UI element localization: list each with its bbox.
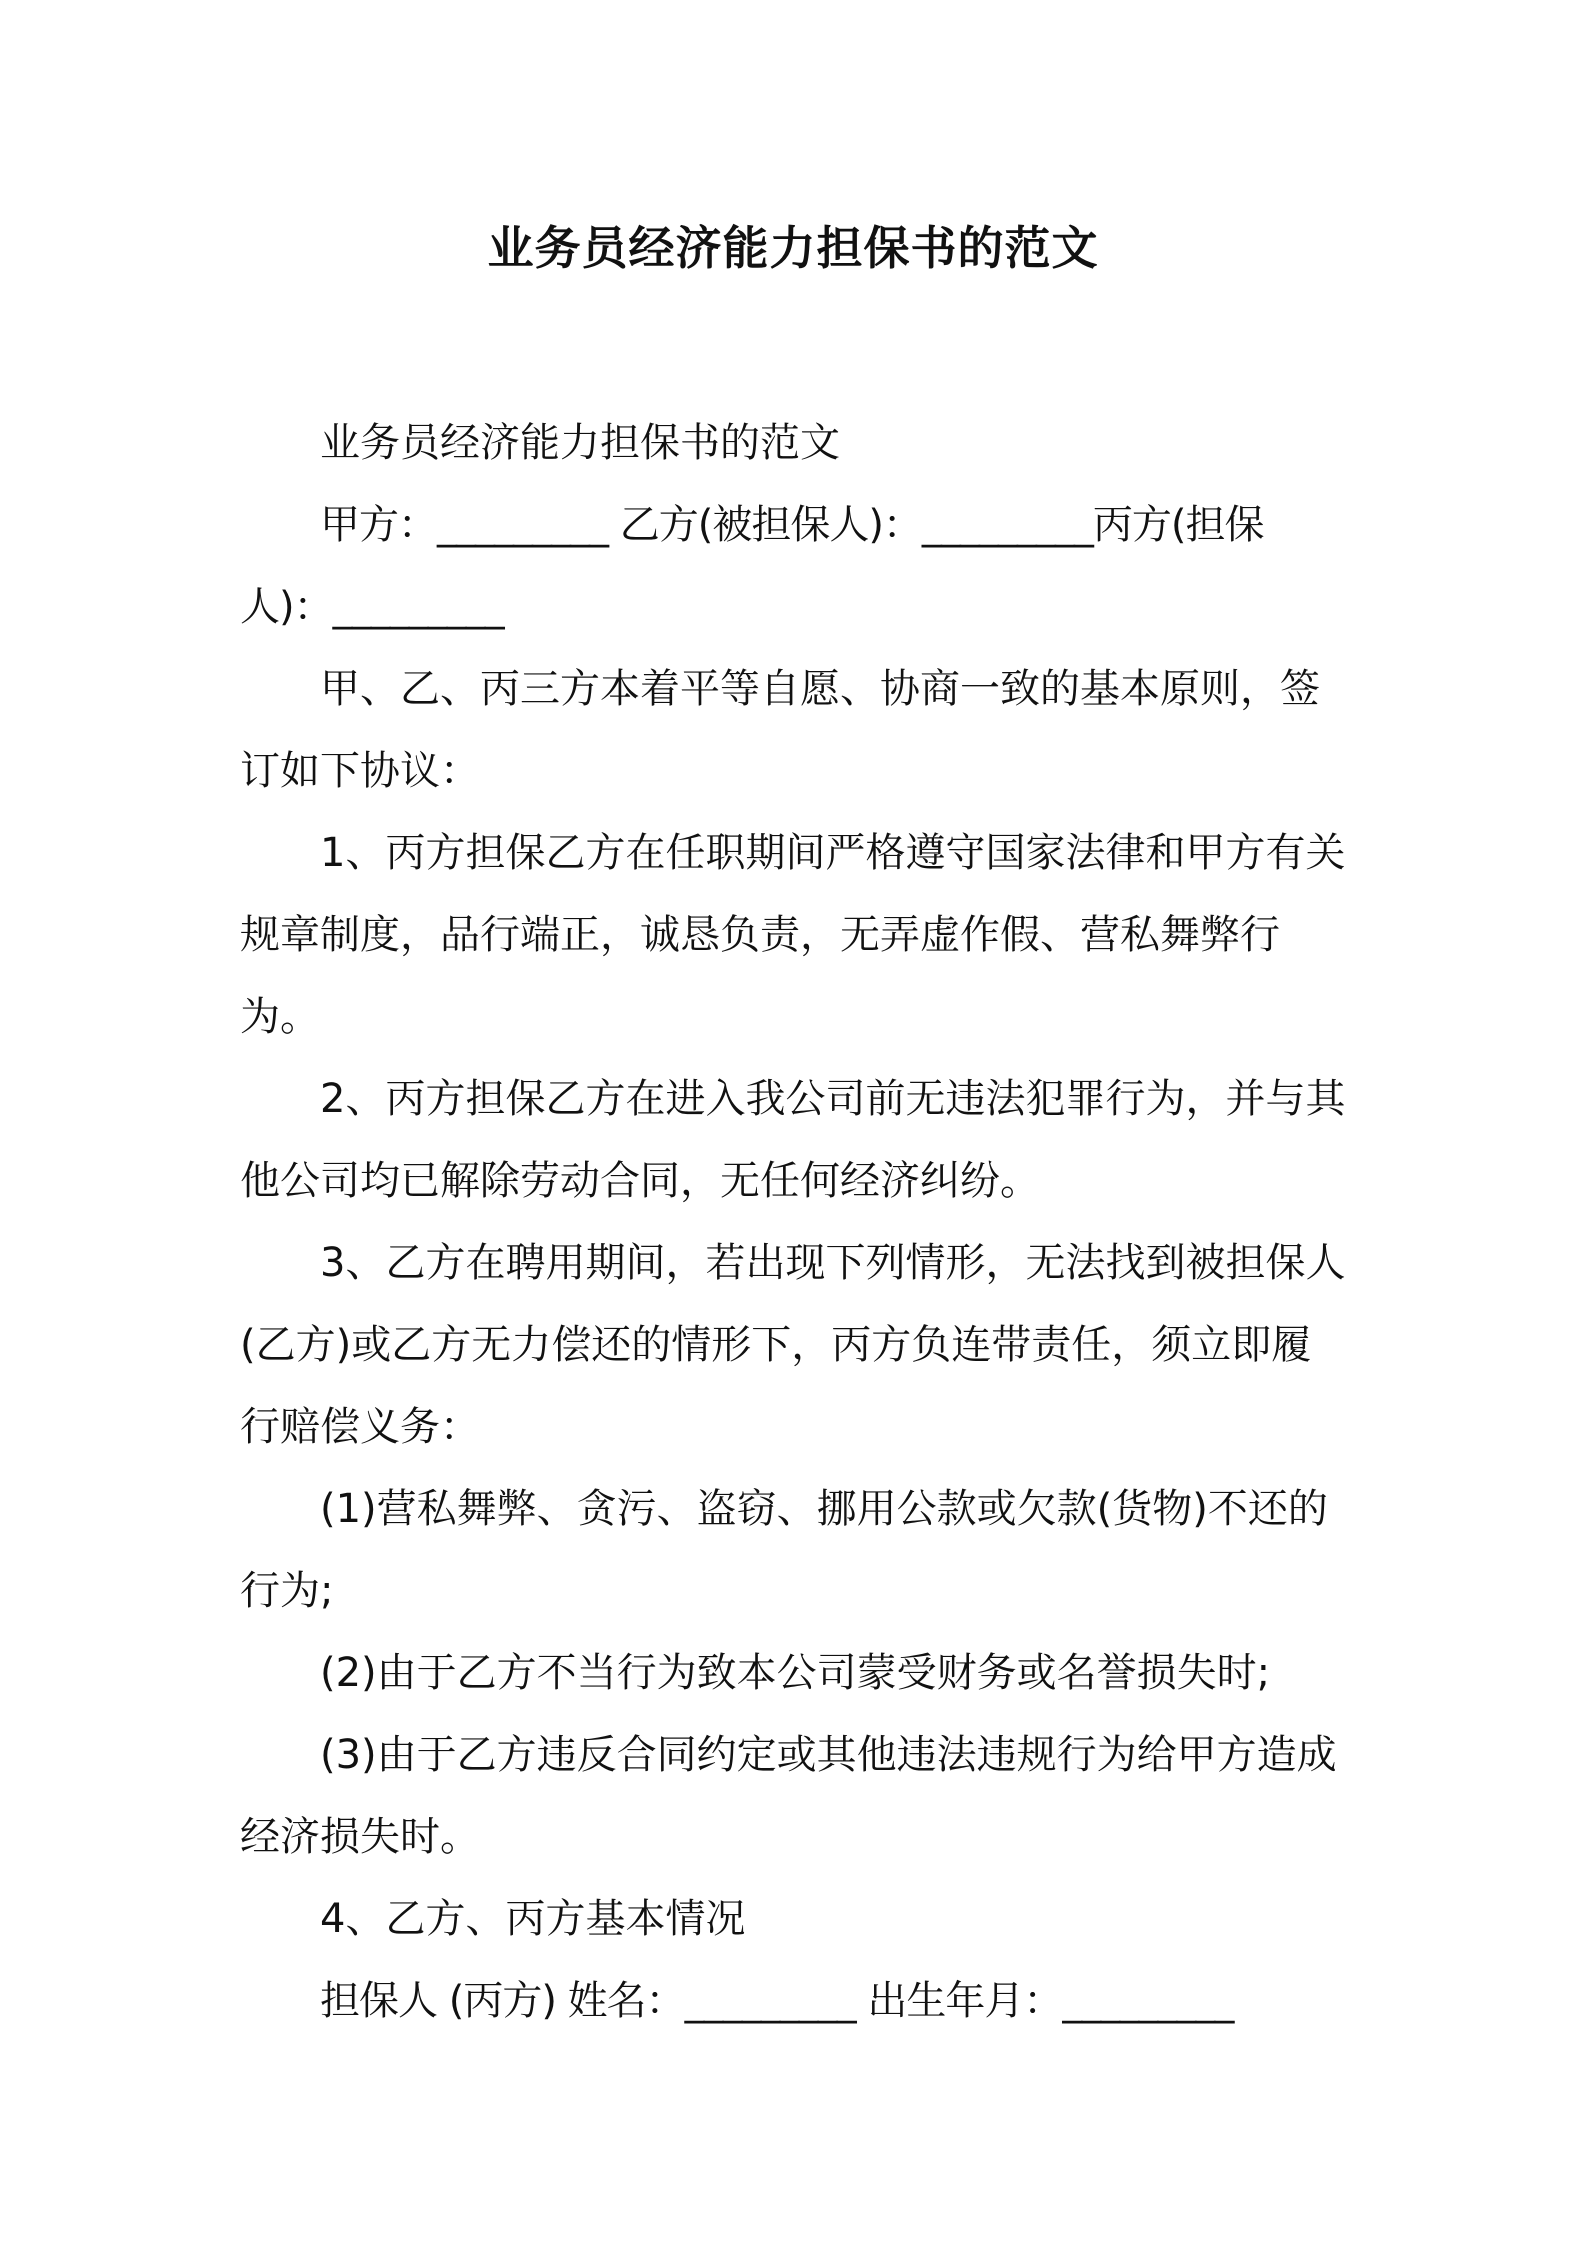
document-body xyxy=(240,402,1350,2042)
paragraph-clause-2: 2、丙方担保乙方在进入我公司前无违法犯罪行为，并与其他公司均已解除劳动合同，无任何经济纠纷。 xyxy=(240,1076,1346,1204)
paragraph-subtitle: 业务员经济能力担保书的范文 xyxy=(320,420,840,466)
paragraph-clause-1: 1、丙方担保乙方在任职期间严格遵守国家法律和甲方有关规章制度，品行端正，诚恳负责，无弄虚作假、营私舞弊行为。 xyxy=(240,830,1346,1040)
paragraph-parties: 甲方：_________ 乙方(被担保人)：_________丙方(担保人)：_________ xyxy=(240,502,1264,630)
paragraph-clause-3: 3、乙方在聘用期间，若出现下列情形，无法找到被担保人(乙方)或乙方无力偿还的情形下，丙方负连带责任，须立即履行赔偿义务： xyxy=(240,1240,1346,1450)
paragraph-guarantor-info: 担保人 (丙方) 姓名：_________ 出生年月：_________ xyxy=(320,1978,1234,2024)
paragraph-item-3: (3)由于乙方违反合同约定或其他违法违规行为给甲方造成经济损失时。 xyxy=(240,1732,1337,1860)
document-title: 业务员经济能力担保书的范文 xyxy=(487,221,1099,275)
paragraph-clause-4: 4、乙方、丙方基本情况 xyxy=(320,1896,746,1942)
paragraph-item-1: (1)营私舞弊、贪污、盗窃、挪用公款或欠款(货物)不还的行为; xyxy=(240,1486,1328,1614)
paragraph-item-2: (2)由于乙方不当行为致本公司蒙受财务或名誉损失时; xyxy=(320,1650,1271,1696)
paragraph-preamble: 甲、乙、丙三方本着平等自愿、协商一致的基本原则，签订如下协议： xyxy=(240,666,1320,794)
